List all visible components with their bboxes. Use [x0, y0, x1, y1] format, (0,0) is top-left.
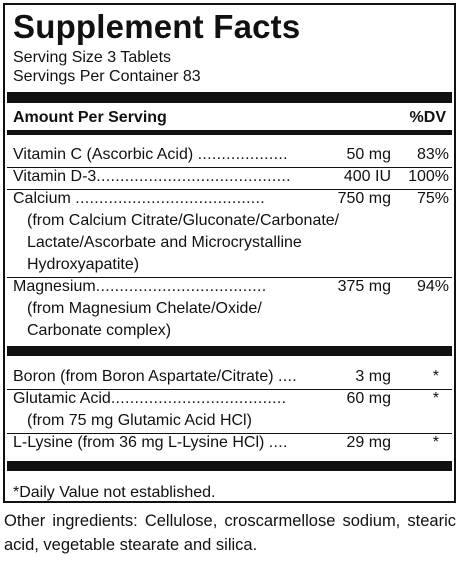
amount-header-row [13, 108, 446, 127]
leader-dots: .................................... [95, 278, 267, 295]
nutrient-source: Carbonate complex) [27, 322, 172, 339]
servings-per-container: Servings Per Container 83 [13, 68, 201, 85]
thick-divider [7, 461, 452, 471]
nutrient-name: Calcium [13, 190, 76, 207]
ingredient-dv: * [432, 368, 439, 385]
ingredient-row [13, 388, 451, 410]
nutrient-row [13, 166, 451, 188]
leader-dots: ......................................... [96, 168, 291, 185]
nutrient-amount: 750 mg [337, 190, 391, 207]
leader-dots: ........................................ [75, 190, 266, 207]
ingredient-row [13, 432, 451, 454]
leader-dots: ..................................... [110, 390, 287, 407]
ingredient-name: L-Lysine (from 36 mg L-Lysine HCl) [13, 434, 269, 451]
panel-title: Supplement Facts [13, 8, 301, 45]
ingredient-amount: 3 mg [355, 368, 391, 385]
nutrient-source: (from Magnesium Chelate/Oxide/ [27, 300, 262, 317]
supplement-facts-panel [3, 3, 456, 503]
nutrient-row [13, 276, 451, 298]
nutrient-name: Vitamin D-3 [13, 168, 97, 185]
ingredient-name: Boron (from Boron Aspartate/Citrate) [13, 368, 278, 385]
serving-size: Serving Size 3 Tablets [13, 49, 172, 66]
amount-per-serving-label: Amount Per Serving [13, 109, 167, 126]
thick-divider [7, 346, 452, 356]
other-ingredients: Other ingredients: Cellulose, croscarmellose sodium, stearic acid, vegetable stearate and silica. [4, 512, 456, 554]
nutrient-name: Magnesium [13, 278, 96, 295]
nutrient-dv: 94% [416, 278, 449, 295]
leader-dots: .... [268, 434, 288, 451]
nutrient-source: Lactate/Ascorbate and Microcrystalline [27, 234, 302, 251]
nutrient-dv: 75% [416, 190, 449, 207]
leader-dots: .... [278, 368, 297, 385]
footnote: *Daily Value not established. [13, 484, 216, 501]
leader-dots: ................... [197, 146, 288, 163]
nutrient-row [13, 188, 451, 210]
nutrient-dv: 83% [416, 146, 449, 163]
nutrient-name: Vitamin C (Ascorbic Acid) [13, 146, 198, 163]
nutrient-amount: 400 IU [343, 168, 391, 185]
nutrient-source: (from Calcium Citrate/Gluconate/Carbonate/ [27, 212, 340, 229]
thick-divider [7, 92, 452, 103]
nutrient-dv: 100% [408, 168, 449, 185]
ingredient-row [13, 366, 451, 388]
medium-divider [7, 130, 452, 135]
nutrient-amount: 375 mg [337, 278, 391, 295]
nutrient-source: Hydroxyapatite) [27, 256, 140, 273]
ingredient-source: (from 75 mg Glutamic Acid HCl) [27, 412, 252, 429]
nutrient-row [13, 144, 451, 166]
nutrient-amount: 50 mg [346, 146, 391, 163]
ingredient-dv: * [432, 434, 439, 451]
dv-label: %DV [409, 109, 446, 126]
ingredient-amount: 60 mg [346, 390, 391, 407]
ingredient-dv: * [432, 390, 439, 407]
ingredient-amount: 29 mg [346, 434, 391, 451]
ingredient-name: Glutamic Acid [13, 390, 111, 407]
